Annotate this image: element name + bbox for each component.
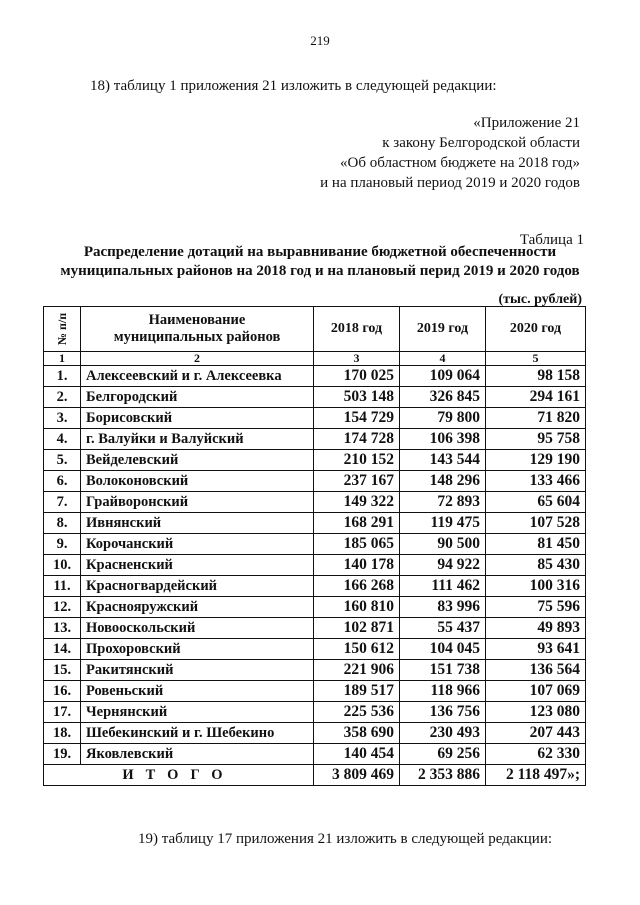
row-number: 2. bbox=[44, 387, 81, 408]
value-2019: 118 966 bbox=[400, 681, 486, 702]
value-2019: 119 475 bbox=[400, 513, 486, 534]
value-2018: 102 871 bbox=[314, 618, 400, 639]
value-2020: 133 466 bbox=[486, 471, 586, 492]
row-number: 12. bbox=[44, 597, 81, 618]
row-number: 4. bbox=[44, 429, 81, 450]
table-row bbox=[44, 450, 586, 471]
district-name: Алексеевский и г. Алексеевка bbox=[81, 366, 314, 387]
value-2019: 55 437 bbox=[400, 618, 486, 639]
row-number: 18. bbox=[44, 723, 81, 744]
value-2020: 207 443 bbox=[486, 723, 586, 744]
district-name: Ровеньский bbox=[81, 681, 314, 702]
table-label: Таблица 1 bbox=[519, 232, 584, 248]
value-2019: 109 064 bbox=[400, 366, 486, 387]
district-name: Краснояружский bbox=[81, 597, 314, 618]
subsidies-table bbox=[43, 306, 586, 786]
table-row bbox=[44, 639, 586, 660]
row-number: 6. bbox=[44, 471, 81, 492]
value-2018: 185 065 bbox=[314, 534, 400, 555]
value-2020: 85 430 bbox=[486, 555, 586, 576]
district-name: Ивнянский bbox=[81, 513, 314, 534]
value-2018: 149 322 bbox=[314, 492, 400, 513]
value-2018: 503 148 bbox=[314, 387, 400, 408]
value-2018: 225 536 bbox=[314, 702, 400, 723]
value-2019: 136 756 bbox=[400, 702, 486, 723]
column-number: 3 bbox=[314, 352, 400, 366]
total-2020: 2 118 497»; bbox=[486, 765, 586, 786]
value-2018: 210 152 bbox=[314, 450, 400, 471]
table-row bbox=[44, 429, 586, 450]
row-number: 9. bbox=[44, 534, 81, 555]
district-name: Яковлевский bbox=[81, 744, 314, 765]
row-number: 19. bbox=[44, 744, 81, 765]
row-number: 15. bbox=[44, 660, 81, 681]
district-name: Грайворонский bbox=[81, 492, 314, 513]
value-2018: 168 291 bbox=[314, 513, 400, 534]
value-2019: 79 800 bbox=[400, 408, 486, 429]
value-2019: 90 500 bbox=[400, 534, 486, 555]
header-name bbox=[81, 307, 314, 352]
table-row bbox=[44, 576, 586, 597]
district-name: Чернянский bbox=[81, 702, 314, 723]
row-number: 5. bbox=[44, 450, 81, 471]
value-2019: 72 893 bbox=[400, 492, 486, 513]
value-2019: 69 256 bbox=[400, 744, 486, 765]
value-2018: 140 178 bbox=[314, 555, 400, 576]
district-name: Новооскольский bbox=[81, 618, 314, 639]
value-2018: 358 690 bbox=[314, 723, 400, 744]
value-2018: 160 810 bbox=[314, 597, 400, 618]
value-2020: 294 161 bbox=[486, 387, 586, 408]
appendix-line-2: к закону Белгородской области bbox=[382, 135, 580, 151]
value-2018: 237 167 bbox=[314, 471, 400, 492]
value-2018: 189 517 bbox=[314, 681, 400, 702]
table-row bbox=[44, 513, 586, 534]
row-number: 3. bbox=[44, 408, 81, 429]
page-number: 219 bbox=[310, 33, 330, 48]
column-number: 2 bbox=[81, 352, 314, 366]
appendix-line-1: «Приложение 21 bbox=[473, 115, 580, 131]
value-2018: 174 728 bbox=[314, 429, 400, 450]
column-number: 1 bbox=[44, 352, 81, 366]
header-2019: 2019 год bbox=[400, 307, 486, 352]
value-2020: 81 450 bbox=[486, 534, 586, 555]
row-number: 14. bbox=[44, 639, 81, 660]
table-row bbox=[44, 387, 586, 408]
row-number: 16. bbox=[44, 681, 81, 702]
value-2018: 166 268 bbox=[314, 576, 400, 597]
total-2018: 3 809 469 bbox=[314, 765, 400, 786]
appendix-reference bbox=[290, 113, 580, 193]
district-name: Белгородский bbox=[81, 387, 314, 408]
value-2020: 98 158 bbox=[486, 366, 586, 387]
value-2020: 107 528 bbox=[486, 513, 586, 534]
value-2020: 107 069 bbox=[486, 681, 586, 702]
table-row bbox=[44, 681, 586, 702]
value-2020: 65 604 bbox=[486, 492, 586, 513]
value-2019: 151 738 bbox=[400, 660, 486, 681]
value-2019: 106 398 bbox=[400, 429, 486, 450]
row-number: 8. bbox=[44, 513, 81, 534]
district-name: Борисовский bbox=[81, 408, 314, 429]
district-name: Шебекинский и г. Шебекино bbox=[81, 723, 314, 744]
district-name: Вейделевский bbox=[81, 450, 314, 471]
column-number: 4 bbox=[400, 352, 486, 366]
table-row bbox=[44, 492, 586, 513]
value-2020: 100 316 bbox=[486, 576, 586, 597]
table-header-row bbox=[44, 307, 586, 352]
district-name: г. Валуйки и Валуйский bbox=[81, 429, 314, 450]
value-2018: 170 025 bbox=[314, 366, 400, 387]
value-2019: 111 462 bbox=[400, 576, 486, 597]
table-row bbox=[44, 723, 586, 744]
row-number: 17. bbox=[44, 702, 81, 723]
district-name: Ракитянский bbox=[81, 660, 314, 681]
value-2019: 326 845 bbox=[400, 387, 486, 408]
total-row bbox=[44, 765, 586, 786]
row-number: 13. bbox=[44, 618, 81, 639]
table-row bbox=[44, 744, 586, 765]
value-2020: 75 596 bbox=[486, 597, 586, 618]
table-row bbox=[44, 702, 586, 723]
table-row bbox=[44, 366, 586, 387]
value-2020: 129 190 bbox=[486, 450, 586, 471]
table-row bbox=[44, 534, 586, 555]
table-row bbox=[44, 618, 586, 639]
value-2019: 83 996 bbox=[400, 597, 486, 618]
header-2020: 2020 год bbox=[486, 307, 586, 352]
value-2018: 221 906 bbox=[314, 660, 400, 681]
table-row bbox=[44, 597, 586, 618]
value-2020: 123 080 bbox=[486, 702, 586, 723]
intro-paragraph: 18) таблицу 1 приложения 21 изложить в следующей редакции: bbox=[90, 78, 497, 94]
table-heading-line-1: Распределение дотаций на выравнивание бюджетной обеспеченности bbox=[83, 244, 557, 260]
table-row bbox=[44, 660, 586, 681]
row-number: 1. bbox=[44, 366, 81, 387]
row-number: 10. bbox=[44, 555, 81, 576]
value-2020: 136 564 bbox=[486, 660, 586, 681]
district-name: Красногвардейский bbox=[81, 576, 314, 597]
header-number: № п/п bbox=[44, 307, 81, 352]
value-2018: 154 729 bbox=[314, 408, 400, 429]
value-2018: 150 612 bbox=[314, 639, 400, 660]
value-2020: 62 330 bbox=[486, 744, 586, 765]
table-row bbox=[44, 555, 586, 576]
units-label: (тыс. рублей) bbox=[498, 292, 582, 307]
value-2020: 95 758 bbox=[486, 429, 586, 450]
column-number: 5 bbox=[486, 352, 586, 366]
value-2019: 148 296 bbox=[400, 471, 486, 492]
value-2018: 140 454 bbox=[314, 744, 400, 765]
total-2019: 2 353 886 bbox=[400, 765, 486, 786]
district-name: Корочанский bbox=[81, 534, 314, 555]
row-number: 7. bbox=[44, 492, 81, 513]
table-row bbox=[44, 408, 586, 429]
header-name-line-2: муниципальных районов bbox=[113, 329, 281, 345]
value-2019: 230 493 bbox=[400, 723, 486, 744]
value-2020: 71 820 bbox=[486, 408, 586, 429]
value-2019: 104 045 bbox=[400, 639, 486, 660]
column-number-row bbox=[44, 352, 586, 366]
value-2019: 143 544 bbox=[400, 450, 486, 471]
district-name: Волоконовский bbox=[81, 471, 314, 492]
header-name-line-1: Наименование bbox=[148, 312, 246, 328]
appendix-line-3: «Об областном бюджете на 2018 год» bbox=[340, 155, 580, 171]
outro-paragraph: 19) таблицу 17 приложения 21 изложить в следующей редакции: bbox=[138, 831, 553, 847]
district-name: Прохоровский bbox=[81, 639, 314, 660]
value-2020: 49 893 bbox=[486, 618, 586, 639]
appendix-line-4: и на плановый период 2019 и 2020 годов bbox=[320, 175, 580, 191]
value-2019: 94 922 bbox=[400, 555, 486, 576]
table-heading bbox=[40, 243, 600, 281]
value-2020: 93 641 bbox=[486, 639, 586, 660]
total-label: ИТОГО bbox=[44, 765, 314, 786]
header-2018: 2018 год bbox=[314, 307, 400, 352]
table-row bbox=[44, 471, 586, 492]
district-name: Красненский bbox=[81, 555, 314, 576]
row-number: 11. bbox=[44, 576, 81, 597]
table-heading-line-2: муниципальных районов на 2018 год и на плановый перид 2019 и 2020 годов bbox=[60, 263, 580, 279]
